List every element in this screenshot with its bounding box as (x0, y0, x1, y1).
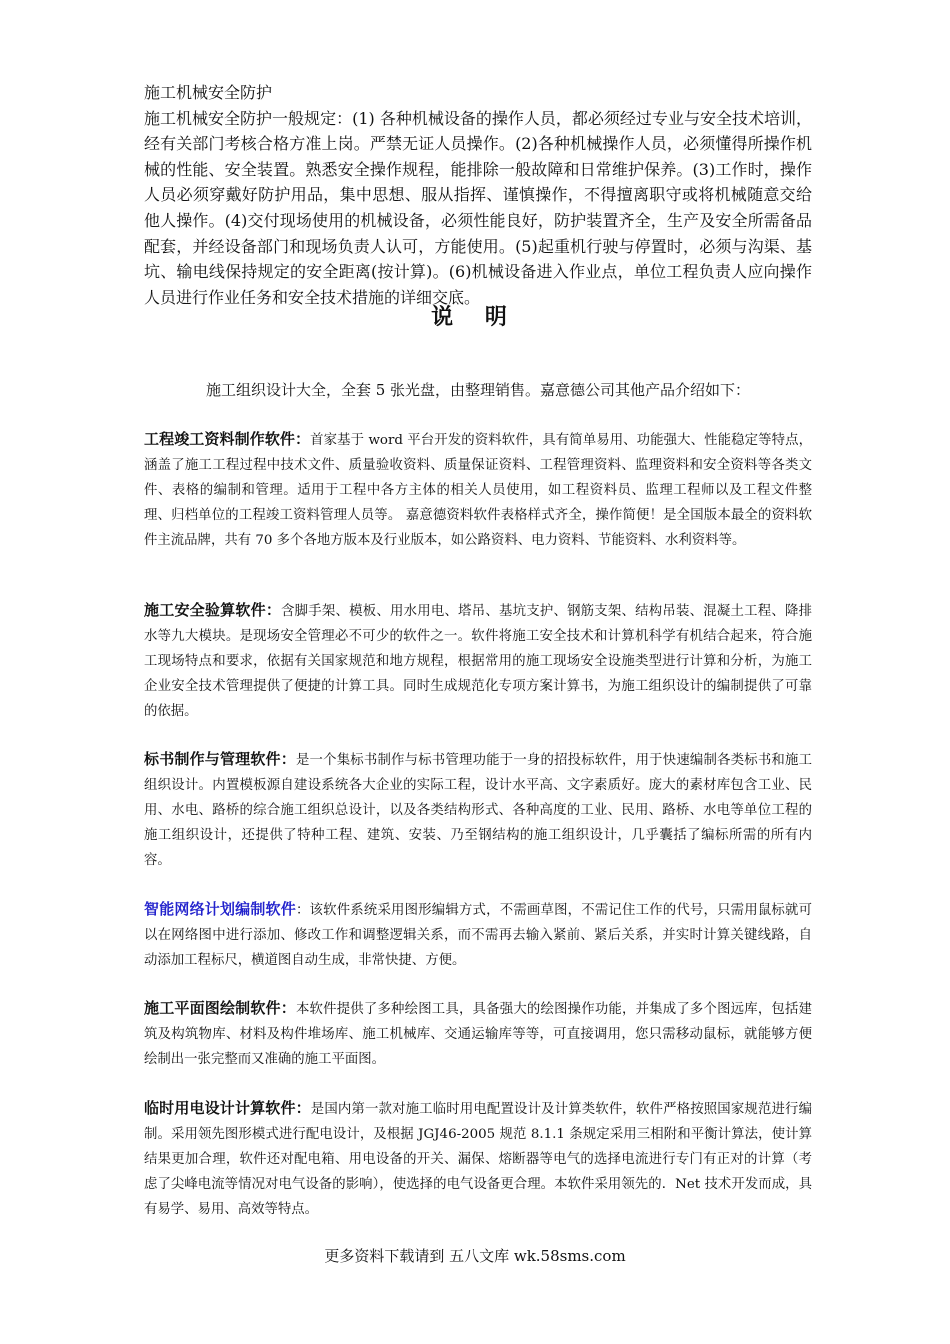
product-name: 临时用电设计计算软件： (144, 1099, 311, 1117)
product-desc: ：该软件系统采用图形编辑方式，不需画草图，不需记住工作的代号，只需用鼠标就可以在网络图中进行添加、修改工作和调整逻辑关系，而不需再去输入紧前、紧后关系，并实时计算关键线路，自动添加工程标尺，横道图自动生成，非常快捷、方便。 (144, 903, 812, 968)
product-completion-docs (144, 427, 812, 553)
product-temp-power (144, 1096, 812, 1222)
product-safety-calc (144, 598, 812, 724)
product-desc: 是一个集标书制作与标书管理功能于一身的招投标软件，用于快速编制各类标书和施工组织设计。内置模板源自建设系统各大企业的实际工程，设计水平高、文字素质好。庞大的素材库包含工业、民用、水电、路桥的综合施工组织总设计，以及各类结构形式、各种高度的工业、民用、路桥、水电等单位工程的施工组织设计，还提供了特种工程、建筑、安装、乃至钢结构的施工组织设计，几乎囊括了编标所需的所有内容。 (144, 753, 812, 868)
notice-intro: 施工组织设计大全，全套 5 张光盘，由整理销售。嘉意德公司其他产品介绍如下： (205, 381, 751, 399)
product-name: 施工安全验算软件： (144, 601, 282, 619)
product-desc: 含脚手架、模板、用水用电、塔吊、基坑支护、钢筋支架、结构吊装、混凝土工程、降排水等九大模块。是现场安全管理必不可少的软件之一。软件将施工安全技术和计算机科学有机结合起来，符合施工现场特点和要求，依据有关国家规范和地方规程，根据常用的施工现场安全设施类型进行计算和分析，为施工企业安全技术管理提供了便捷的计算工具。同时生成规范化专项方案计算书，为施工组织设计的编制提供了可靠的依据。 (144, 604, 812, 719)
product-network-plan (144, 897, 812, 973)
product-desc: 首家基于 word 平台开发的资料软件，具有简单易用、功能强大、性能稳定等特点，涵盖了施工工程过程中技术文件、质量验收资料、质量保证资料、工程管理资料、监理资料和安全资料等各类文件、表格的编制和管理。适用于工程中各方主体的相关人员使用，如工程资料员、监理工程师以及工程文件整理、归档单位的工程竣工资料管理人员等。 嘉意德资料软件表格样式齐全，操作简便！是全国版本最全的资料软件主流品牌，共有 70 多个各地方版本及行业版本，如公路资料、电力资料、节能资料、水利资料等。 (144, 433, 812, 548)
section-heading: 施工机械安全防护 (144, 83, 273, 102)
product-name: 标书制作与管理软件： (144, 750, 296, 768)
section-body: 施工机械安全防护一般规定：(1) 各种机械设备的操作人员，都必须经过专业与安全技术培训，经有关部门考核合格方准上岗。严禁无证人员操作。(2)各种机械操作人员，必须懂得所操作机械的性能、安全装置。熟悉安全操作规程，能排除一般故障和日常维护保养。(3)工作时，操作人员必须穿戴好防护用品，集中思想、服从指挥、谨慎操作，不得擅离职守或将机械随意交给他人操作。(4)交付现场使用的机械设备，必须性能良好，防护装置齐全，生产及安全所需备品配套，并经设备部门和现场负责人认可，方能使用。(5)起重机行驶与停置时，必须与沟渠、基坑、输电线保持规定的安全距离(按计算)。(6)机械设备进入作业点，单位工程负责人应向操作人员进行作业任务和安全技术措施的详细交底。 (144, 108, 812, 307)
section-machinery-safety (144, 80, 812, 310)
product-name: 工程竣工资料制作软件： (144, 430, 311, 448)
product-site-plan (144, 996, 812, 1072)
product-name-link[interactable]: 智能网络计划编制软件 (144, 900, 296, 918)
product-desc: 本软件提供了多种绘图工具，具备强大的绘图操作功能，并集成了多个图远库，包括建筑及构筑物库、材料及构件堆场库、施工机械库、交通运输库等等，可直接调用，您只需移动鼠标，就能够方便绘制出一张完整而又准确的施工平面图。 (144, 1002, 812, 1067)
product-bid-docs (144, 747, 812, 873)
product-name: 施工平面图绘制软件： (144, 999, 296, 1017)
notice-title: 说 明 (431, 304, 519, 330)
footer-download-link[interactable]: 更多资料下载请到 五八文库 wk.58sms.com (324, 1247, 626, 1265)
product-desc: 是国内第一款对施工临时用电配置设计及计算类软件，软件严格按照国家规范进行编制。采用领先图形模式进行配电设计，及根据 JGJ46-2005 规范 8.1.1 条规定采用三相附和平衡计算法，使计算结果更加合理，软件还对配电箱、用电设备的开关、漏保、熔断器等电气的选择电流进行专门有正对的计算（考虑了尖峰电流等情况对电气设备的影响），使选择的电气设备更合理。本软件采用领先的．Net 技术开发而成，具有易学、易用、高效等特点。 (144, 1102, 812, 1217)
